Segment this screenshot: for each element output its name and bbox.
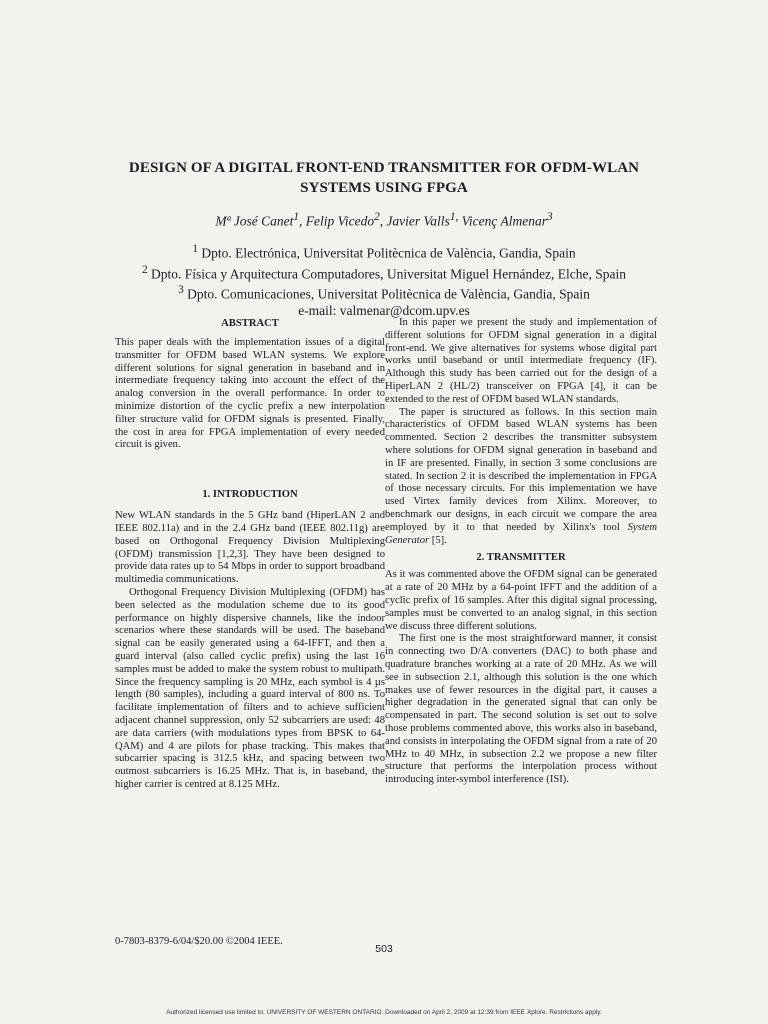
author-2-affil: 2: [374, 211, 380, 223]
left-column: [115, 317, 385, 792]
abstract-heading: ABSTRACT: [221, 318, 279, 329]
author-list: Mª José Canet$^1$, Felip Vicedo$^2$, Javier Valls$^{1,}$ Vicenç Almenar$^3$: [215, 211, 553, 229]
author-3-affil: 1,: [449, 211, 459, 223]
transmitter-heading: 2. TRANSMITTER: [476, 552, 566, 564]
transmitter-paragraph-1: As it was commented above the OFDM signal can be generated at a rate of 20 MHz by a 64-point IFFT and the addition of a cyclic prefix of 16 samples. After this digital signal processing, samples must be converted to an analog signal, in this section we discuss three different solutions.: [385, 569, 657, 632]
author-4-affil: 3: [546, 211, 553, 223]
affiliation-1: [60, 241, 708, 262]
affiliation-3-text: Dpto. Comunicaciones, Universitat Politècnica de València, Gandia, Spain: [187, 286, 590, 302]
paper-title: [60, 158, 708, 198]
paragraph-2-text: The paper is structured as follows. In this section main characteristics of OFDM based WLAN systems has been commented. Section 2 describes the transmitter subsystem where solutions for OFDM signal generation in baseband and in IF are presented. Finally, in section 3 some conclusions are stated. In section 2 it is described the implementation in FPGA of those necessary circuits. For this implementation we have used Virtex family devices from Xilinx. Moreover, to benchmark our designs, in each circuit we compare the area employed by it to that needed by Xilinx's tool: [385, 406, 657, 533]
author-3: Javier Valls: [386, 213, 450, 229]
affiliations: [60, 241, 708, 319]
author-1-affil: 1: [293, 211, 299, 223]
affiliation-2-text: Dpto. Física y Arquitectura Computadores, Universitat Miguel Hernández, Elche, Spain: [150, 266, 626, 281]
author-4: Vicenç Almenar: [461, 213, 547, 229]
paragraph-2-citation: [5].: [429, 534, 447, 546]
affiliation-3: [60, 282, 708, 303]
affiliation-2-number: 2: [141, 263, 148, 276]
intro-continued-paragraph-2: [385, 407, 657, 548]
intro-continued-paragraph-1: In this paper we present the study and implementation of different solutions for OFDM signal generation in a digital front-end. We give alternatives for systems whose digital part works until baseband or until intermediate frequency (IF). Although this study has been carried out for the design of a HiperLAN 2 (HL/2) transceiver on FPGA [4], it can be extended to the rest of OFDM based WLAN standards.: [385, 317, 657, 405]
title-line-1: DESIGN OF A DIGITAL FRONT-END TRANSMITTER FOR OFDM-WLAN: [128, 160, 640, 176]
right-column: [385, 317, 657, 787]
transmitter-paragraph-2: The first one is the most straightforward manner, it consist in connecting two D/A converters (DAC) to both phase and quadrature branches working at a rate of 20 MHz. As we will see in subsection 2.1, although this solution is the one which makes use of fewer resources in the digital part, it causes a higher degradation in the generated signal that can only be compensated in part. The second solution is set out to solve those problems commented above, this works also in baseband, and consists in interpolating the OFDM signal from a rate of 20 MHz to 40 MHz, in subsection 2.2 we propose a new filter structure that performs the interpolation process without introducing inter-symbol interference (ISI).: [385, 633, 657, 786]
abstract-text: This paper deals with the implementation issues of a digital transmitter for OFDM based WLAN systems. We explore different solutions for signal generation in baseband and in intermediate frequency taking into account the effect of the analog conversion in the overall performance. In order to minimize distortion of the cyclic prefix a new interpolation filter structure valid for OFDM signals is presented. Finally, the cost in area for FPGA implementation of every needed circuit is given.: [115, 337, 385, 451]
affiliation-1-number: 1: [192, 243, 198, 255]
introduction-paragraph-1: New WLAN standards in the 5 GHz band (HiperLAN 2 and IEEE 802.11a) and in the 2.4 GHz band (IEEE 802.11g) are based on Orthogonal Frequency Division Multiplexing (OFDM) transmission [1,2,3]. They have been designed to provide data rates up to 54 Mbps in order to support broadband multimedia communications.: [115, 510, 385, 586]
copyright-notice: 0-7803-8379-6/04/$20.00 ©2004 IEEE.: [115, 936, 283, 947]
page-number: 503: [375, 943, 393, 955]
tool-name: System Generator: [385, 521, 657, 546]
introduction-heading: 1. INTRODUCTION: [202, 489, 298, 501]
introduction-paragraph-2: Orthogonal Frequency Division Multiplexing (OFDM) has been selected as the modulation scheme due to its good performance on highly dispersive channels, like the indoor scenarios where these standards will be used. The baseband signal can be easily generated using a 64-IFFT, and then a guard interval (also called cyclic prefix) using the last 16 samples must be added to make the system robust to multipath. Since the frequency sampling is 20 MHz, each symbol is 4 µs length (80 samples), including a guard interval of 800 ns. To facilitate implementation of filters and to achieve sufficient adjacent channel suppression, only 52 subcarriers are used: 48 are data carriers (with modulations types from BPSK to 64-QAM) and 4 are pilots for phase tracking. This makes that subcarrier spacing is 312.5 kHz, and spacing between two outmost subcarriers is 16.25 MHz. That is, in baseband, the higher carrier is centred at 8.125 MHz.: [115, 586, 385, 790]
affiliation-1-text: Dpto. Electrónica, Universitat Politècnica de València, Gandia, Spain: [201, 245, 576, 261]
contact-email: e-mail: valmenar@dcom.upv.es: [298, 302, 470, 318]
title-line-2: SYSTEMS USING FPGA: [300, 180, 468, 196]
affiliation-2: [60, 262, 708, 283]
author-1: Mª José Canet: [215, 213, 294, 229]
license-footer: Authorized licensed use limited to: UNIVERSITY OF WESTERN ONTARIO. Downloaded on April 2, 2009 at 12:39 from IEEE Xplore. Restrictions apply.: [166, 1009, 602, 1016]
author-2: Felip Vicedo: [305, 213, 375, 229]
affiliation-3-number: 3: [178, 284, 184, 296]
